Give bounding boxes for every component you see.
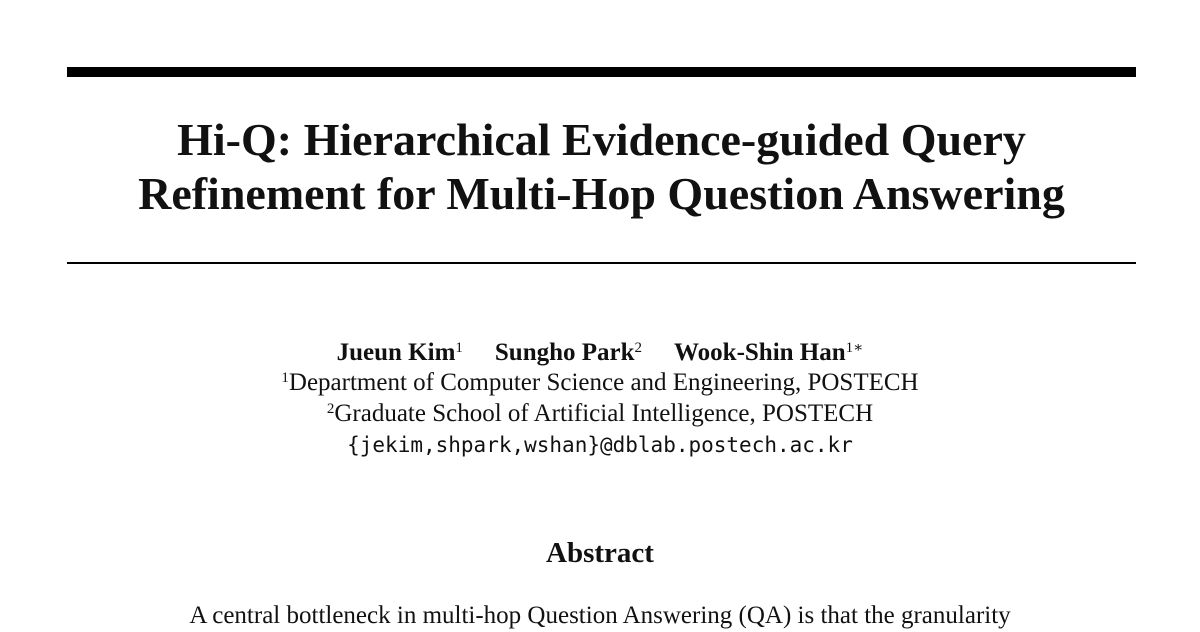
affiliation-text: Graduate School of Artificial Intelligence, POSTECH: [334, 400, 874, 427]
paper-title: [67, 113, 1136, 221]
affiliation-1: [0, 368, 1200, 398]
author-affiliation-mark: 1∗: [845, 340, 864, 356]
author-name: Wook-Shin Han: [674, 339, 846, 366]
top-rule: [67, 67, 1136, 77]
author-name: Sungho Park: [494, 339, 635, 366]
author-1: [337, 337, 463, 369]
affiliation-mark: 1: [281, 370, 289, 386]
abstract-heading: Abstract: [546, 537, 654, 569]
author-affiliation-mark: 2: [634, 340, 643, 356]
author-list: [0, 337, 1200, 369]
affiliation-text: Department of Computer Science and Engineering, POSTECH: [288, 369, 919, 396]
author-name: Jueun Kim: [336, 339, 456, 366]
author-affiliation-mark: 1: [455, 340, 463, 356]
author-3: [674, 337, 863, 369]
affiliation-2: [0, 399, 1200, 429]
affiliation-mark: 2: [326, 401, 335, 417]
paper-title-line-1: Hi-Q: Hierarchical Evidence-guided Query: [177, 114, 1026, 165]
author-2: [495, 337, 642, 369]
title-bottom-rule: [67, 262, 1136, 264]
abstract-text: A central bottleneck in multi-hop Question Answering (QA) is that the granularity: [189, 602, 1011, 629]
author-email: {jekim,shpark,wshan}@dblab.postech.ac.kr: [347, 433, 853, 457]
paper-title-line-2: Refinement for Multi-Hop Question Answering: [138, 168, 1065, 219]
